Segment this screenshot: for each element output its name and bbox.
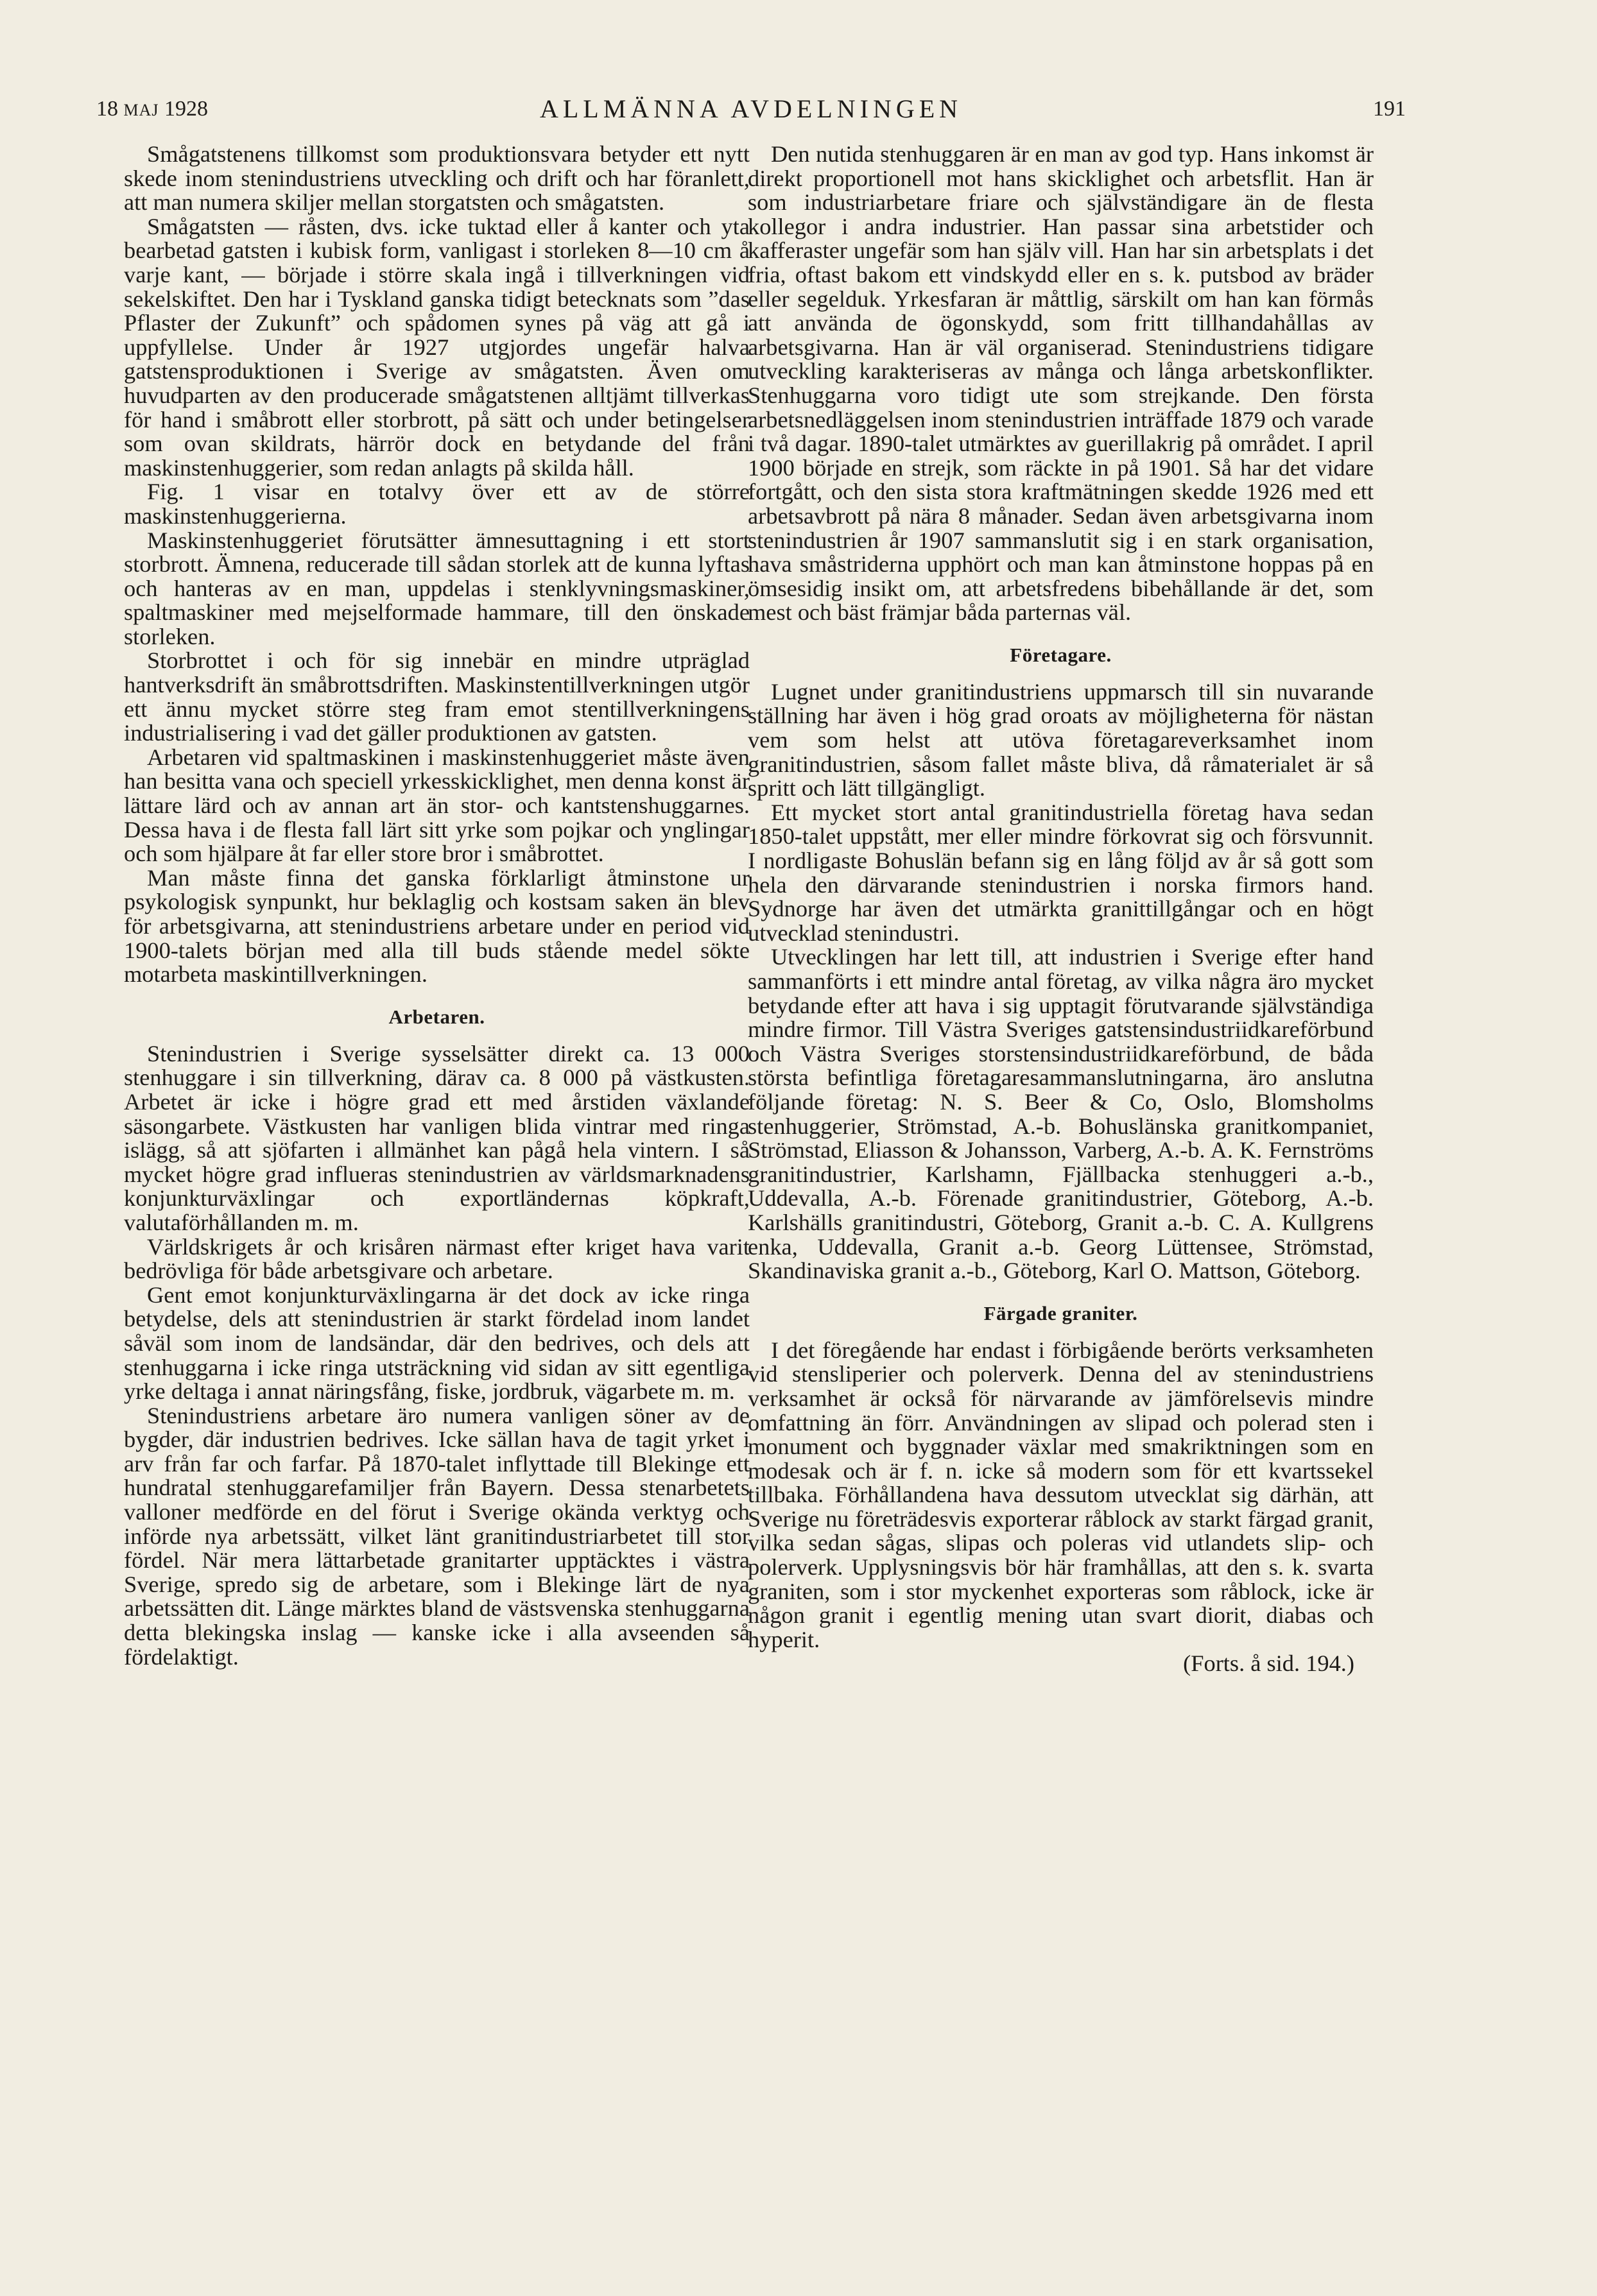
section-heading-foretagare: Företagare. <box>1010 643 1112 666</box>
section-heading-arbetaren: Arbetaren. <box>388 1005 485 1028</box>
date-day: 18 <box>96 97 118 121</box>
paragraph: Smågatstenens tillkomst som produktionsvara betyder ett nytt skede inom stenindustriens utveckling och drift och har föranlett, att man numera skiljer mellan storgatsten och smågatsten. <box>124 141 750 216</box>
continuation-note: (Forts. å sid. 194.) <box>1183 1650 1354 1677</box>
paragraph: Utvecklingen har lett till, att industrien i Sverige efter hand sammanförts i ett mindre antal företag, av vilka några äro mycket betydande efter att hava i sig upptagit förutvarande självständiga mindre firmor. Till Västra Sveriges gatstensindustriidkareförbund och Västra Sveriges storstensindustriidkareförbund, de båda största befintliga företagaresammanslutningarna, äro anslutna följande företag: N. S. Beer & Co, Oslo, Blomsholms stenhuggerier, Strömstad, A.-b. Bohuslänska granitkompaniet, Strömstad, Eliasson & Johansson, Varberg, A.-b. A. K. Fernströms granitindustrier, Karlshamn, Fjällbacka stenhuggeri a.-b., Uddevalla, A.-b. Förenade granitindustrier, Göteborg, A.-b. Karlshälls granitindustri, Göteborg, Granit a.-b. C. A. Kullgrens enka, Uddevalla, Granit a.-b. Georg Lüttensee, Strömstad, Skandinaviska granit a.-b., Göteborg, Karl O. Mattson, Göteborg. <box>748 944 1374 1284</box>
section-heading-fargade-graniter: Färgade graniter. <box>983 1301 1138 1324</box>
paragraph: Ett mycket stort antal granitindustriella företag hava sedan 1850-talet uppstått, mer eller mindre förkovrat sig och försvunnit. I nordligaste Bohuslän befann sig en lång följd av år så gott som hela den därvarande stenindustrien i norska firmors hand. Sydnorge har även det utmärkta granittillgångar och en högt utvecklad stenindustri. <box>748 799 1374 946</box>
left-column <box>124 142 750 1669</box>
paragraph: Stenindustriens arbetare äro numera vanligen söner av de bygder, där industrien bedrives. Icke sällan hava de tagit yrket i arv från far och farfar. På 1870-talet inflyttade till Blekinge ett hundratal stenhuggarefamiljer från Bayern. Dessa stenarbetets valloner medförde en del förut i Sverige okända verktyg och införde nya arbetssätt, vilket länt granitindustriarbetet till stor fördel. När mera lättarbetade granitarter upptäcktes i västra Sverige, spredo sig de arbetare, som i Blekinge lärt de nya arbetssätten dit. Länge märktes bland de västsvenska stenhuggarna detta blekingska inslag — kanske icke i alla avseenden så fördelaktigt. <box>124 1402 750 1670</box>
paragraph: Gent emot konjunkturväxlingarna är det dock av icke ringa betydelse, dels att stenindustrien är starkt fördelad inom landet såväl som inom de landsändar, där den bedrives, och dels att stenhuggarna i icke ringa utsträckning vid sidan av sitt egentliga yrke deltaga i annat näringsfång, fiske, jordbruk, vägarbete m. m. <box>124 1281 750 1405</box>
paragraph: Maskinstenhuggeriet förutsätter ämnesuttagning i ett stort storbrott. Ämnena, reducerade till sådan storlek att de kunna lyftas och hanteras av en man, uppdelas i stenklyvningsmaskiner, spaltmaskiner med mejselformade hammare, till den önskade storleken. <box>124 527 750 649</box>
paragraph: Storbrottet i och för sig innebär en mindre utpräglad hantverksdrift än småbrottsdriften. Maskinstentillverkningen utgör ett ännu mycket större steg fram emot stentillverkningens industrialisering i vad det gäller produktionen av gatsten. <box>124 647 750 746</box>
paragraph: Fig. 1 visar en totalvy över ett av de större maskinstenhuggerierna. <box>124 479 750 529</box>
date-month: MAJ <box>123 101 159 119</box>
section-title: ALLMÄNNA AVDELNINGEN <box>539 94 963 123</box>
paragraph: Smågatsten — råsten, dvs. icke tuktad eller å kanter och yta bearbetad gatsten i kubisk form, vanligast i storleken 8—10 cm å varje kant, — började i större skala ingå i tillverkningen vid sekelskiftet. Den har i Tyskland ganska tidigt betecknats som ”das Pflaster der Zukunft” och spådomen synes på väg att gå i uppfyllelse. Under år 1927 utgjordes ungefär halva gatstensproduktionen i Sverige av smågatsten. Även om huvudparten av den producerade smågatstenen alltjämt tillverkas för hand i småbrott eller storbrott, på sätt och under betingelser som ovan skildrats, härrör dock en betydande del från maskinstenhuggerier, som redan anlagts på skilda håll. <box>124 213 750 481</box>
paragraph: Världskrigets år och krisåren närmast efter kriget hava varit bedrövliga för både arbetsgivare och arbetare. <box>124 1233 750 1284</box>
paragraph: I det föregående har endast i förbigående berörts verksamheten vid stensliperier och polerverk. Denna del av stenindustriens verksamhet är också för närvarande av jämförelsevis mindre omfattning än förr. Användningen av slipad och polerad sten i monument och byggnader växlar med smakriktningen som en modesak och är f. n. icke så modern som för ett kvartssekel tillbaka. Förhållandena hava dessutom utvecklat sig därhän, att Sverige nu företrädesvis exporterar råblock av starkt färgad granit, vilka sedan sågas, slipas och poleras vid utlandets slip- och polerverk. Upplysningsvis bör här framhållas, att den s. k. svarta graniten, som i stor myckenhet exporteras som råblock, icke är någon granit i egentlig mening utan svart diorit, diabas och hyperit. <box>748 1337 1374 1652</box>
paragraph: Lugnet under granitindustriens uppmarsch till sin nuvarande ställning har även i hög grad oroats av möjligheterna för nästan vem som helst att utöva företagareverksamhet inom granitindustrien, såsom fallet måste bliva, då råmaterialet är så spritt och lätt tillgängligt. <box>748 678 1374 801</box>
paragraph: Arbetaren vid spaltmaskinen i maskinstenhuggeriet måste även han besitta vana och speciell yrkesskicklighet, men denna konst är lättare lärd och av annan art än stor- och kantstenshuggarnes. Dessa hava i de flesta fall lärt sitt yrke som pojkar och ynglingar och som hjälpare åt far eller store bror i småbrottet. <box>124 744 750 867</box>
date-year: 1928 <box>164 97 209 121</box>
right-column <box>748 142 1374 1676</box>
page-header <box>96 90 1406 128</box>
page-number: 191 <box>1373 97 1406 121</box>
paragraph: Stenindustrien i Sverige sysselsätter direkt ca. 13 000 stenhuggare i sin tillverkning, därav ca. 8 000 på västkusten. Arbetet är icke i högre grad ett med årstiden växlande säsongarbete. Västkusten har vanligen blida vintrar med ringa islägg, så att sjöfarten i allmänhet kan pågå hela vintern. I så mycket högre grad influeras stenindustrien av världsmarknadens konjunkturväxlingar och exportländernas köpkraft, valutaförhållanden m. m. <box>124 1040 750 1235</box>
paragraph: Man måste finna det ganska förklarligt åtminstone ur psykologisk synpunkt, hur beklaglig och kostsam saken än blev för arbetsgivarna, att stenindustriens arbetare under en period vid 1900-talets början med alla till buds stående medel sökte motarbeta maskintillverkningen. <box>124 864 750 988</box>
paragraph: Den nutida stenhuggaren är en man av god typ. Hans inkomst är direkt proportionell mot hans skicklighet och arbetsflit. Han är som industriarbetare friare och självständigare än de flesta kollegor i andra industrier. Han passar sina arbetstider och kafferaster ungefär som han själv vill. Han har sin arbetsplats i det fria, oftast bakom ett vindskydd eller en s. k. putsbod av bräder eller segelduk. Yrkesfaran är måttlig, särskilt om han kan förmås att använda de ögonskydd, som fritt tillhandahållas av arbetsgivarna. Han är väl organiserad. Stenindustriens tidigare utveckling karakteriseras av många och långa arbetskonflikter. Stenhuggarna voro tidigt ute som strejkande. Den första arbetsnedläggelsen inom stenindustrien inträffade 1879 och varade i två dagar. 1890-talet utmärktes av guerillakrig på området. I april 1900 började en strejk, som räckte in på 1901. Så har det vidare fortgått, och den sista stora kraftmätningen skedde 1926 med ett arbetsavbrott på nära 8 månader. Sedan även arbetsgivarna inom stenindustrien år 1907 sammanslutit sig i en stark organisation, hava småstriderna upphört och man kan åtminstone hoppas på en ömsesidig insikt om, att arbetsfredens bibehållande är det, som mest och bäst främjar båda parternas väl. <box>748 141 1374 626</box>
